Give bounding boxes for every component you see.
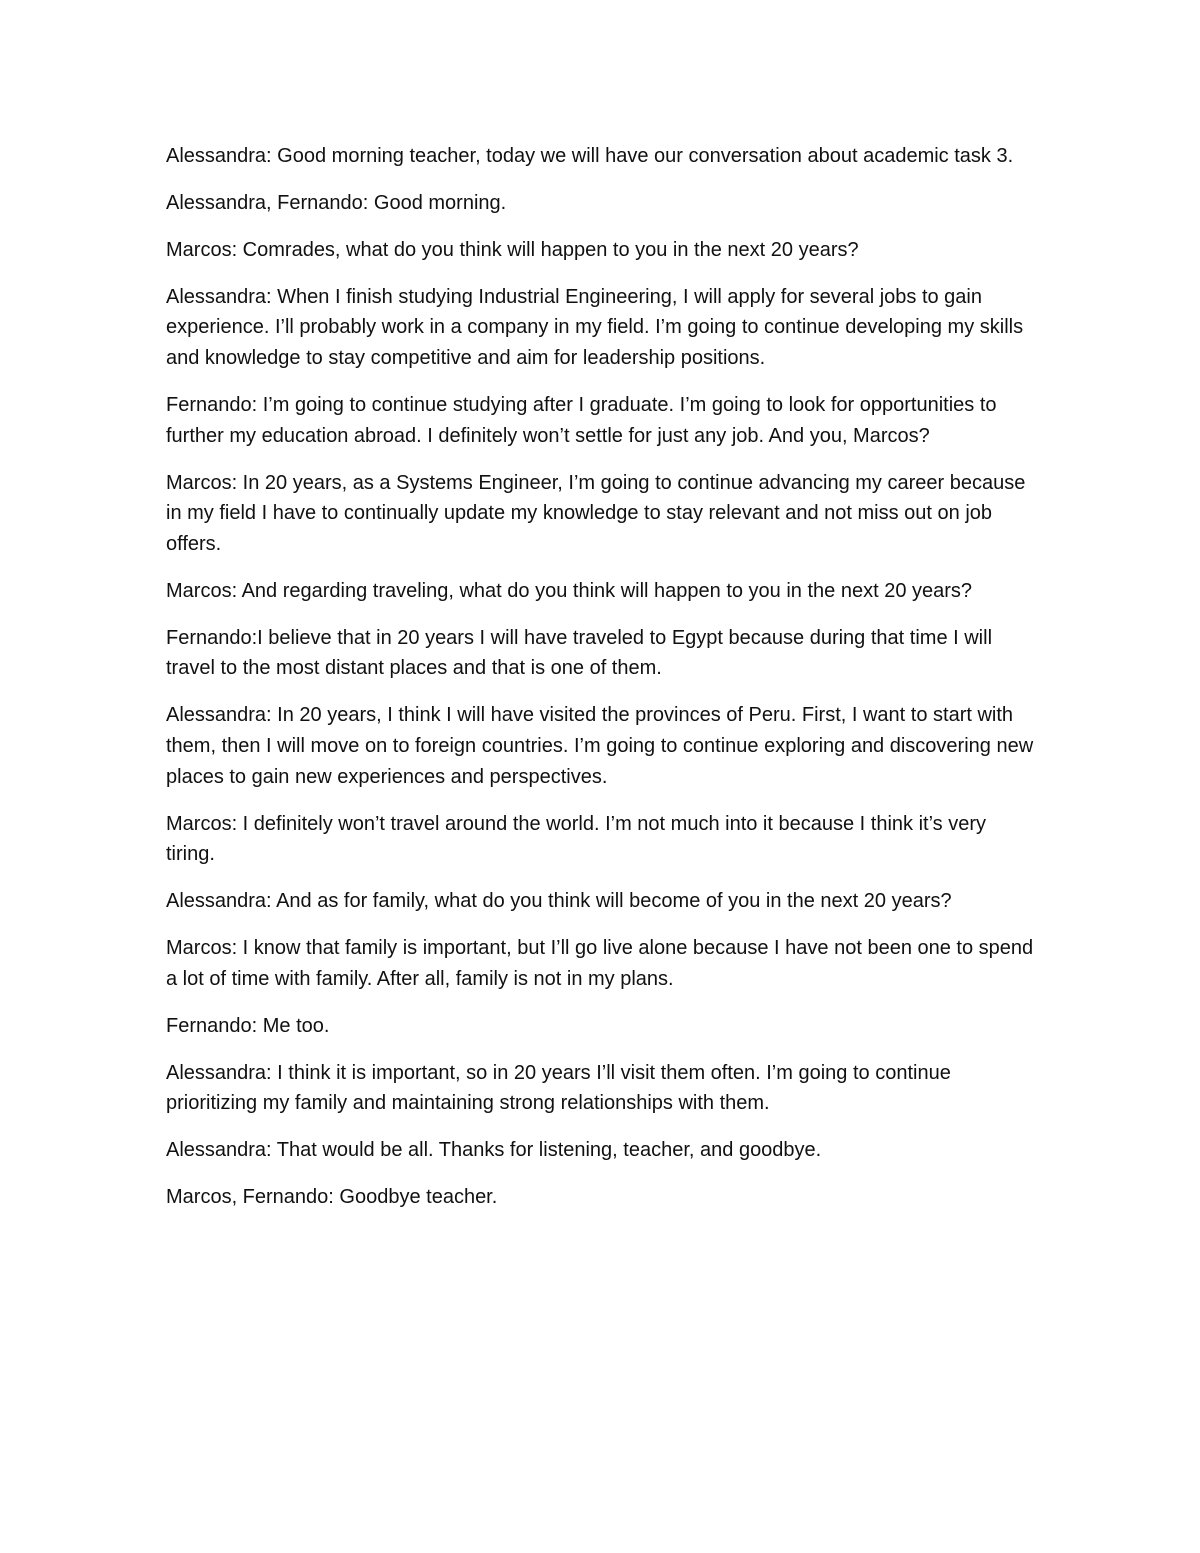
dialogue-line: Fernando:I believe that in 20 years I will have traveled to Egypt because during that time I will travel to the most distant places and that is one of them. [166, 626, 993, 680]
dialogue-body [166, 141, 1034, 1229]
dialogue-line: Alessandra: That would be all. Thanks for listening, teacher, and goodbye. [166, 1139, 822, 1162]
dialogue-line: Alessandra: In 20 years, I think I will have visited the provinces of Peru. First, I want to start with them, then I will move on to foreign countries. I’m going to continue exploring and discovering new places to gain new experiences and perspectives. [166, 704, 1034, 788]
dialogue-line: Marcos: And regarding traveling, what do you think will happen to you in the next 20 years? [166, 579, 973, 602]
dialogue-line: Alessandra, Fernando: Good morning. [166, 191, 507, 214]
dialogue-line: Alessandra: Good morning teacher, today we will have our conversation about academic task 3. [166, 145, 1014, 167]
dialogue-line: Alessandra: I think it is important, so in 20 years I’ll visit them often. I’m going to continue prioritizing my family and maintaining strong relationships with them. [166, 1061, 951, 1115]
dialogue-line: Marcos: Comrades, what do you think will happen to you in the next 20 years? [166, 238, 859, 261]
dialogue-line: Alessandra: And as for family, what do you think will become of you in the next 20 years? [166, 890, 952, 913]
dialogue-line: Alessandra: When I finish studying Industrial Engineering, I will apply for several jobs to gain experience. I’ll probably work in a company in my field. I’m going to continue developing my skills and knowledge to stay competitive and aim for leadership positions. [166, 285, 1024, 370]
dialogue-line: Fernando: I’m going to continue studying after I graduate. I’m going to look for opportunities to further my education abroad. I definitely won’t settle for just any job. And you, Marcos? [166, 393, 997, 447]
dialogue-line: Marcos: I definitely won’t travel around the world. I’m not much into it because I think it’s very tiring. [166, 812, 986, 866]
dialogue-line: Marcos: I know that family is important, but I’ll go live alone because I have not been one to spend a lot of time with family. After all, family is not in my plans. [166, 937, 1034, 990]
dialogue-line: Marcos, Fernando: Goodbye teacher. [166, 1186, 498, 1209]
dialogue-line: Fernando: Me too. [166, 1014, 330, 1037]
dialogue-line: Marcos: In 20 years, as a Systems Engineer, I’m going to continue advancing my career because in my field I have to continually update my knowledge to stay relevant and not miss out on job offers. [166, 471, 1026, 555]
